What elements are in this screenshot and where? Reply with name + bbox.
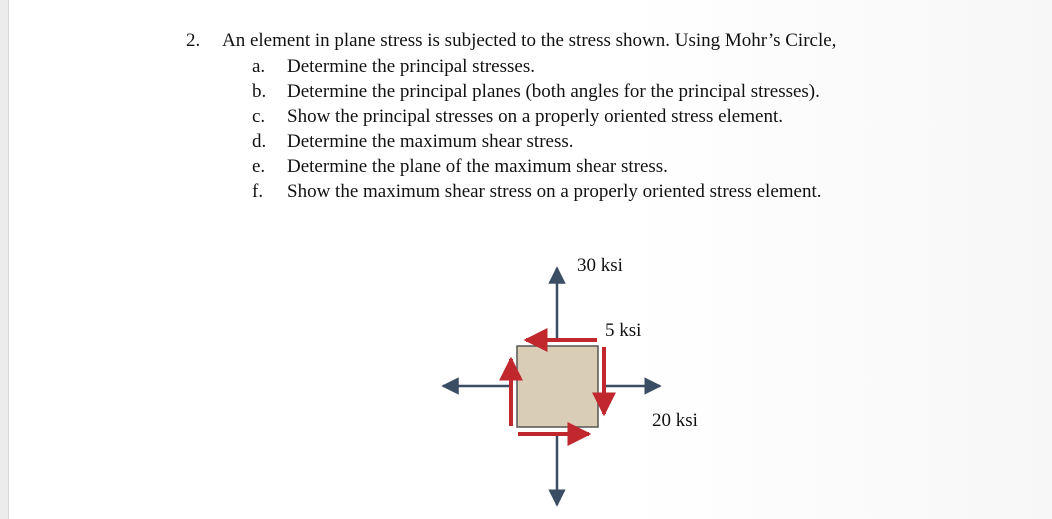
part-letter: d. <box>252 131 267 152</box>
part-text: Show the maximum shear stress on a properly oriented stress element. <box>287 181 822 202</box>
normal-stress-y-label: 30 ksi <box>577 255 623 276</box>
part-text: Show the principal stresses on a properly oriented stress element. <box>287 106 783 127</box>
normal-stress-x-label: 20 ksi <box>652 410 698 431</box>
stress-element-square <box>517 346 598 427</box>
part-letter: a. <box>252 56 266 77</box>
part-text: Determine the maximum shear stress. <box>287 131 574 152</box>
part-text: Determine the principal stresses. <box>287 56 535 77</box>
part-text: Determine the principal planes (both angles for the principal stresses). <box>287 81 820 102</box>
part-letter: b. <box>252 81 267 102</box>
part-letter: c. <box>252 106 266 127</box>
shear-stress-label: 5 ksi <box>605 320 642 341</box>
part-letter: f. <box>252 181 264 202</box>
problem-number: 2. <box>186 30 201 51</box>
part-text: Determine the plane of the maximum shear stress. <box>287 156 668 177</box>
part-letter: e. <box>252 156 266 177</box>
problem-statement: An element in plane stress is subjected to the stress shown. Using Mohr’s Circle, <box>222 30 837 51</box>
